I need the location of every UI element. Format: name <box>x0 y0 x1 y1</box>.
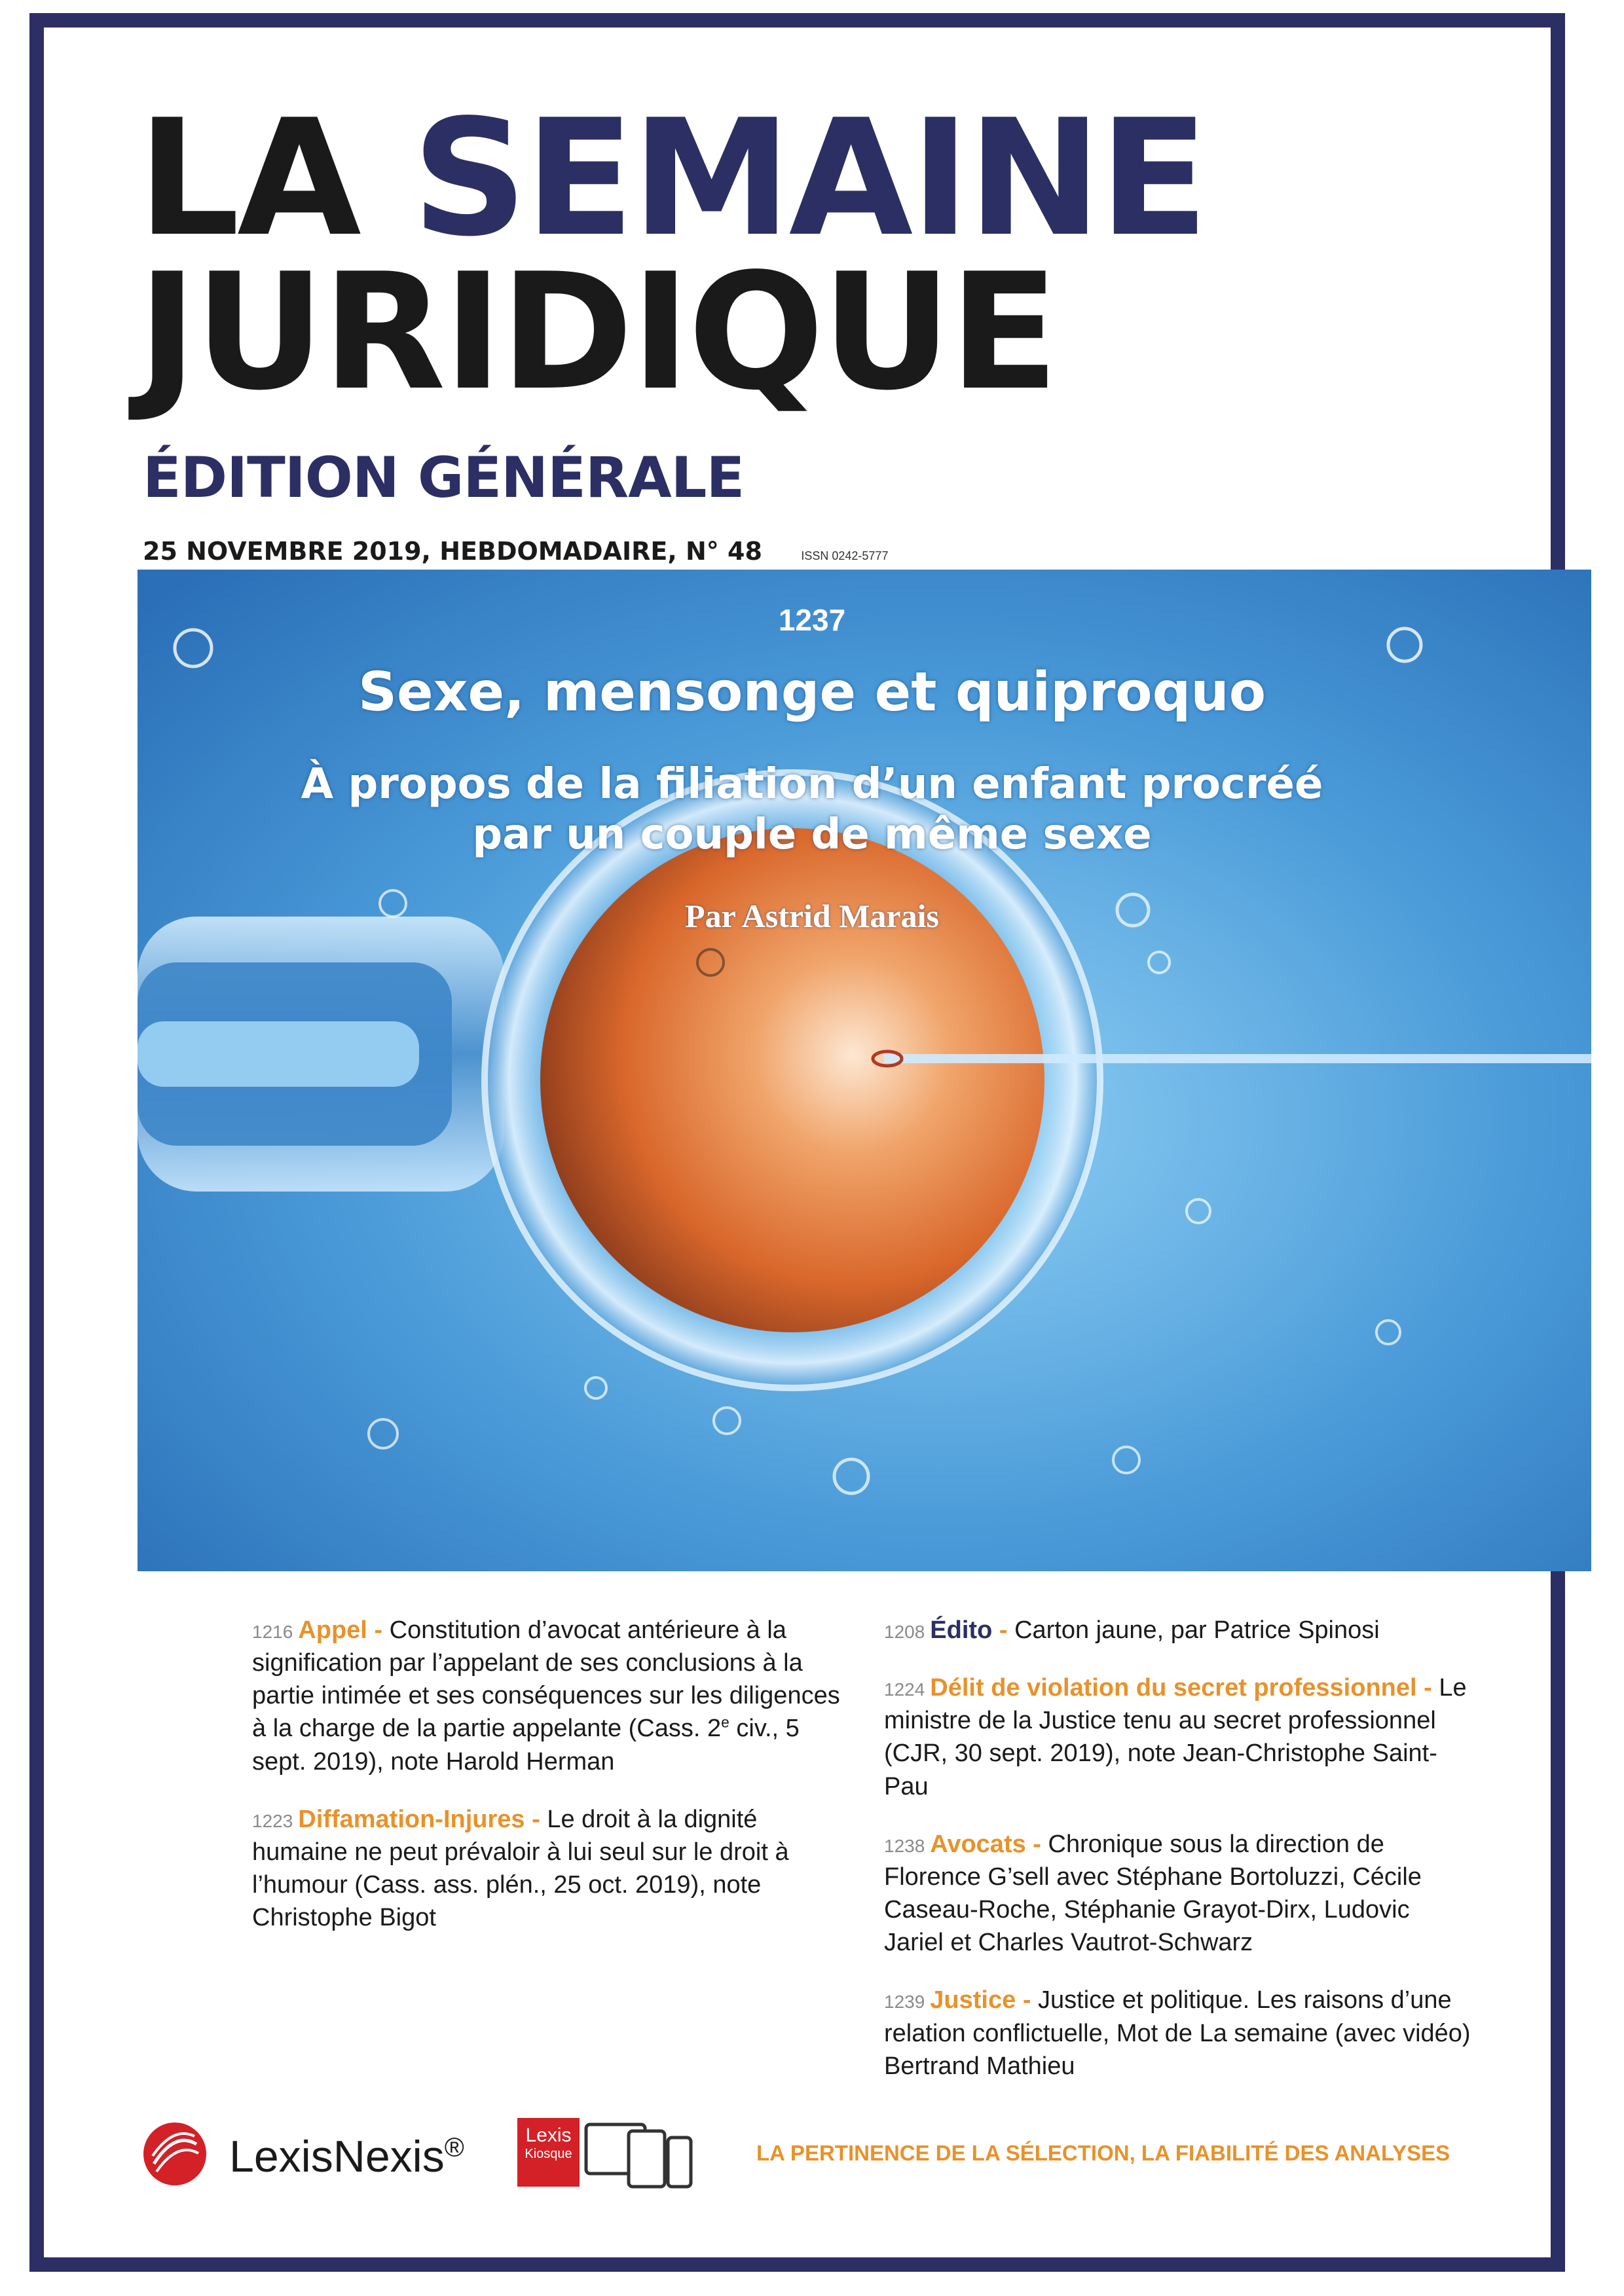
toc-item[interactable] <box>884 1671 1473 1803</box>
cover-image[interactable] <box>138 570 1591 1571</box>
toc-item[interactable] <box>252 1803 841 1935</box>
cover-story-author: Par Astrid Marais <box>685 898 939 934</box>
kiosque-label-bottom: Kiosque <box>525 2147 572 2161</box>
toc-item-separator: - <box>1416 1674 1439 1702</box>
toc-item-separator: - <box>367 1616 390 1644</box>
toc-item[interactable] <box>884 1614 1473 1647</box>
toc-item-category: Appel <box>298 1616 367 1644</box>
cover-story-subtitle <box>138 759 1486 860</box>
toc-item-text: Constitution d’avocat antérieure à la signification par l’appelant de ses conclusions à la partie intimée et ses conséquences sur les diligences à la charge de la partie appelante (Cass. 2 <box>252 1616 840 1743</box>
toc-item-number: 1216 <box>252 1622 293 1642</box>
cover-story-title[interactable]: Sexe, mensonge et quiproquo <box>358 661 1266 723</box>
masthead-title-line2: JURIDIQUE <box>138 239 1057 426</box>
cover-subtitle-line1: À propos de la filiation d’un enfant procréé <box>301 760 1323 809</box>
table-of-contents-right <box>884 1614 1473 2107</box>
toc-item-category: Justice <box>930 1986 1016 2014</box>
masthead-la: LA <box>138 85 413 272</box>
masthead-semaine: SEMAINE <box>412 85 1206 272</box>
toc-item-separator: - <box>1025 1830 1048 1858</box>
cover-subtitle-line2: par un couple de même sexe <box>472 810 1152 859</box>
footer-tagline: LA PERTINENCE DE LA SÉLECTION, LA FIABILITÉ DES ANALYSES <box>756 2141 1450 2165</box>
toc-item-text: Chronique sous la direction de Florence G’sell avec Stéphane Bortoluzzi, Cécile Caseau-Roche, Stéphanie Grayot-Dirx, Ludovic Jariel et Charles Vautrot-Schwarz <box>884 1830 1422 1957</box>
toc-item[interactable] <box>252 1614 841 1778</box>
toc-item-text: Carton jaune, par Patrice Spinosi <box>1014 1616 1380 1644</box>
issn: ISSN 0242-5777 <box>801 549 889 562</box>
publisher-label: LexisNexis <box>229 2132 445 2181</box>
toc-item-category: Délit de violation du secret professionnel <box>930 1674 1417 1702</box>
toc-item-number: 1239 <box>884 1992 925 2013</box>
toc-item-number: 1208 <box>884 1622 925 1642</box>
toc-item-category: Diffamation-Injures <box>298 1805 525 1833</box>
table-of-contents-left <box>252 1614 841 1959</box>
toc-item-number: 1224 <box>884 1679 925 1700</box>
toc-item-text-continued: civ., 5 sept. 2019), note Harold Herman <box>252 1715 800 1776</box>
devices-icon <box>583 2118 694 2190</box>
toc-item-category: Avocats <box>930 1830 1026 1858</box>
toc-item-separator: - <box>1016 1986 1039 2014</box>
phone-icon <box>668 2138 691 2187</box>
toc-item-text: Le droit à la dignité humaine ne peut prévaloir à lui seul sur le droit à l’humour (Cass. ass. plén., 25 oct. 2019), note Christophe Bigot <box>252 1805 789 1932</box>
toc-item[interactable] <box>884 1828 1473 1959</box>
tablet-icon <box>629 2131 665 2187</box>
masthead-title-line1 <box>138 85 1206 272</box>
publisher-name <box>229 2131 464 2182</box>
issue-line <box>143 537 888 566</box>
cover-story-number: 1237 <box>778 603 846 637</box>
kiosque-label-top: Lexis <box>525 2124 572 2146</box>
kiosque-logo <box>517 2118 580 2187</box>
toc-item-superscript: e <box>721 1713 729 1731</box>
toc-item-separator: - <box>525 1805 547 1833</box>
edition-label: ÉDITION GÉNÉRALE <box>143 445 745 511</box>
issue-date: 25 NOVEMBRE 2019, HEBDOMADAIRE, N° 48 <box>143 537 762 566</box>
toc-item-category: Édito <box>930 1616 993 1644</box>
lexis-kiosque-badge[interactable] <box>517 2111 694 2190</box>
toc-item-number: 1223 <box>252 1810 293 1831</box>
registered-mark: ® <box>444 2132 464 2162</box>
toc-item-separator: - <box>992 1616 1015 1644</box>
toc-item[interactable] <box>884 1984 1473 2082</box>
toc-item-text: Justice et politique. Les raisons d’une relation conflictuelle, Mot de La semaine (avec vidéo) Bertrand Mathieu <box>884 1986 1471 2080</box>
toc-item-number: 1238 <box>884 1835 925 1856</box>
toc-item-text: Le ministre de la Justice tenu au secret professionnel (CJR, 30 sept. 2019), note Jean-Christophe Saint-Pau <box>884 1674 1467 1800</box>
